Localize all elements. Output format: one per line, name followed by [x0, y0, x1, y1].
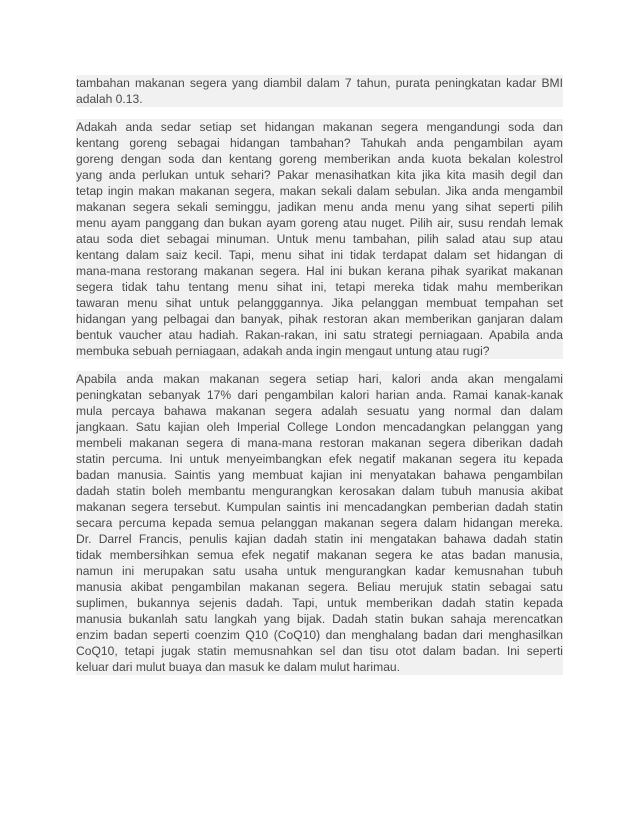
text-line: Adakah anda sedar setiap set hidangan makanan segera mengandungi soda dan	[76, 120, 563, 134]
text-line: makanan segera tersebut. Kumpulan saintis ini mencadangkan pemberian dadah statin	[76, 500, 563, 514]
text-line: adalah 0.13.	[76, 91, 563, 107]
text-line: tidak membersihkan semua efek negatif makanan segera ke atas badan manusia,	[76, 548, 563, 562]
paragraph-2	[76, 119, 563, 359]
paragraph-1	[76, 75, 563, 107]
text-line: makanan segera sekali seminggu, jadikan menu anda menu yang sihat seperti pilih	[76, 200, 563, 214]
text-line: secara percuma kepada semua pelanggan makanan segera dalam hidangan mereka.	[76, 516, 563, 530]
text-line: menu ayam panggang dan bukan ayam goreng atau nuget. Pilih air, susu rendah lemak	[76, 216, 563, 230]
text-line: segera tidak tahu tentang menu sihat ini, tetapi mereka tidak mahu memberikan	[76, 280, 563, 294]
text-line: hidangan yang pelbagai dan banyak, pihak restoran akan memberikan ganjaran dalam	[76, 312, 563, 326]
text-line: tawaran menu sihat untuk pelangggannya. Jika pelanggan membuat tempahan set	[76, 296, 563, 310]
text-line: atau soda diet sebagai minuman. Untuk menu tambahan, pilih salad atau sup atau	[76, 232, 563, 246]
text-line: kentang goreng sebagai hidangan tambahan? Tahukah anda pengambilan ayam	[76, 136, 563, 150]
text-line: enzim badan seperti coenzim Q10 (CoQ10) dan menghalang badan dari menghasilkan	[76, 628, 563, 642]
text-line: CoQ10, tetapi jugak statin memusnahkan sel dan tisu otot dalam badan. Ini seperti	[76, 644, 563, 658]
text-line: yang anda perlukan untuk sehari? Pakar menasihatkan kita jika kita masih degil dan	[76, 168, 563, 182]
text-line: statin percuma. Ini untuk menyeimbangkan efek negatif makanan segera itu kepada	[76, 452, 563, 466]
text-line: mana-mana restorang makanan segera. Hal ini bukan kerana pihak syarikat makanan	[76, 264, 563, 278]
text-line: manusia akibat pengambilan makanan segera. Beliau merujuk statin sebagai satu	[76, 580, 563, 594]
text-line: keluar dari mulut buaya dan masuk ke dalam mulut harimau.	[76, 659, 563, 675]
text-line: bentuk vaucher atau hadiah. Rakan-rakan, ini satu strategi perniagaan. Apabila anda	[76, 328, 563, 342]
text-line: goreng dengan soda dan kentang goreng memberikan anda kuota bekalan kolestrol	[76, 152, 563, 166]
text-line: tetap ingin makan makanan segera, makan sekali dalam sebulan. Jika anda mengambil	[76, 184, 563, 198]
paragraph-3	[76, 371, 563, 675]
text-line: membeli makanan segera di mana-mana restoran makanan segera diberikan dadah	[76, 436, 563, 450]
text-line: badan manusia. Saintis yang membuat kajian ini menyatakan bahawa pengambilan	[76, 468, 563, 482]
document-body	[76, 75, 563, 687]
text-line: dadah statin boleh membantu mengurangkan kerosakan dalam tubuh manusia akibat	[76, 484, 563, 498]
text-line: tambahan makanan segera yang diambil dalam 7 tahun, purata peningkatan kadar BMI	[76, 76, 563, 90]
text-line: membuka sebuah perniagaan, adakah anda ingin mengaut untung atau rugi?	[76, 343, 563, 359]
text-line: namun ini merupakan satu usaha untuk mengurangkan kadar kemusnahan tubuh	[76, 564, 563, 578]
text-line: peningkatan sebanyak 17% dari pengambilan kalori harian anda. Ramai kanak-kanak	[76, 388, 563, 402]
text-line: suplimen, bukannya sejenis dadah. Tapi, untuk memberikan dadah statin kepada	[76, 596, 563, 610]
text-line: Dr. Darrel Francis, penulis kajian dadah statin ini mengatakan bahawa dadah statin	[76, 532, 563, 546]
text-line: Apabila anda makan makanan segera setiap hari, kalori anda akan mengalami	[76, 372, 563, 386]
text-line: jangkaan. Satu kajian oleh Imperial College London mencadangkan pelanggan yang	[76, 420, 563, 434]
text-line: kentang dalam saiz kecil. Tapi, menu sihat ini tidak terdapat dalam set hidangan di	[76, 248, 563, 262]
text-line: manusia bukanlah satu langkah yang bijak. Dadah statin bukan sahaja merencatkan	[76, 612, 563, 626]
text-line: mula percaya bahawa makanan segera adalah sesuatu yang normal dan dalam	[76, 404, 563, 418]
